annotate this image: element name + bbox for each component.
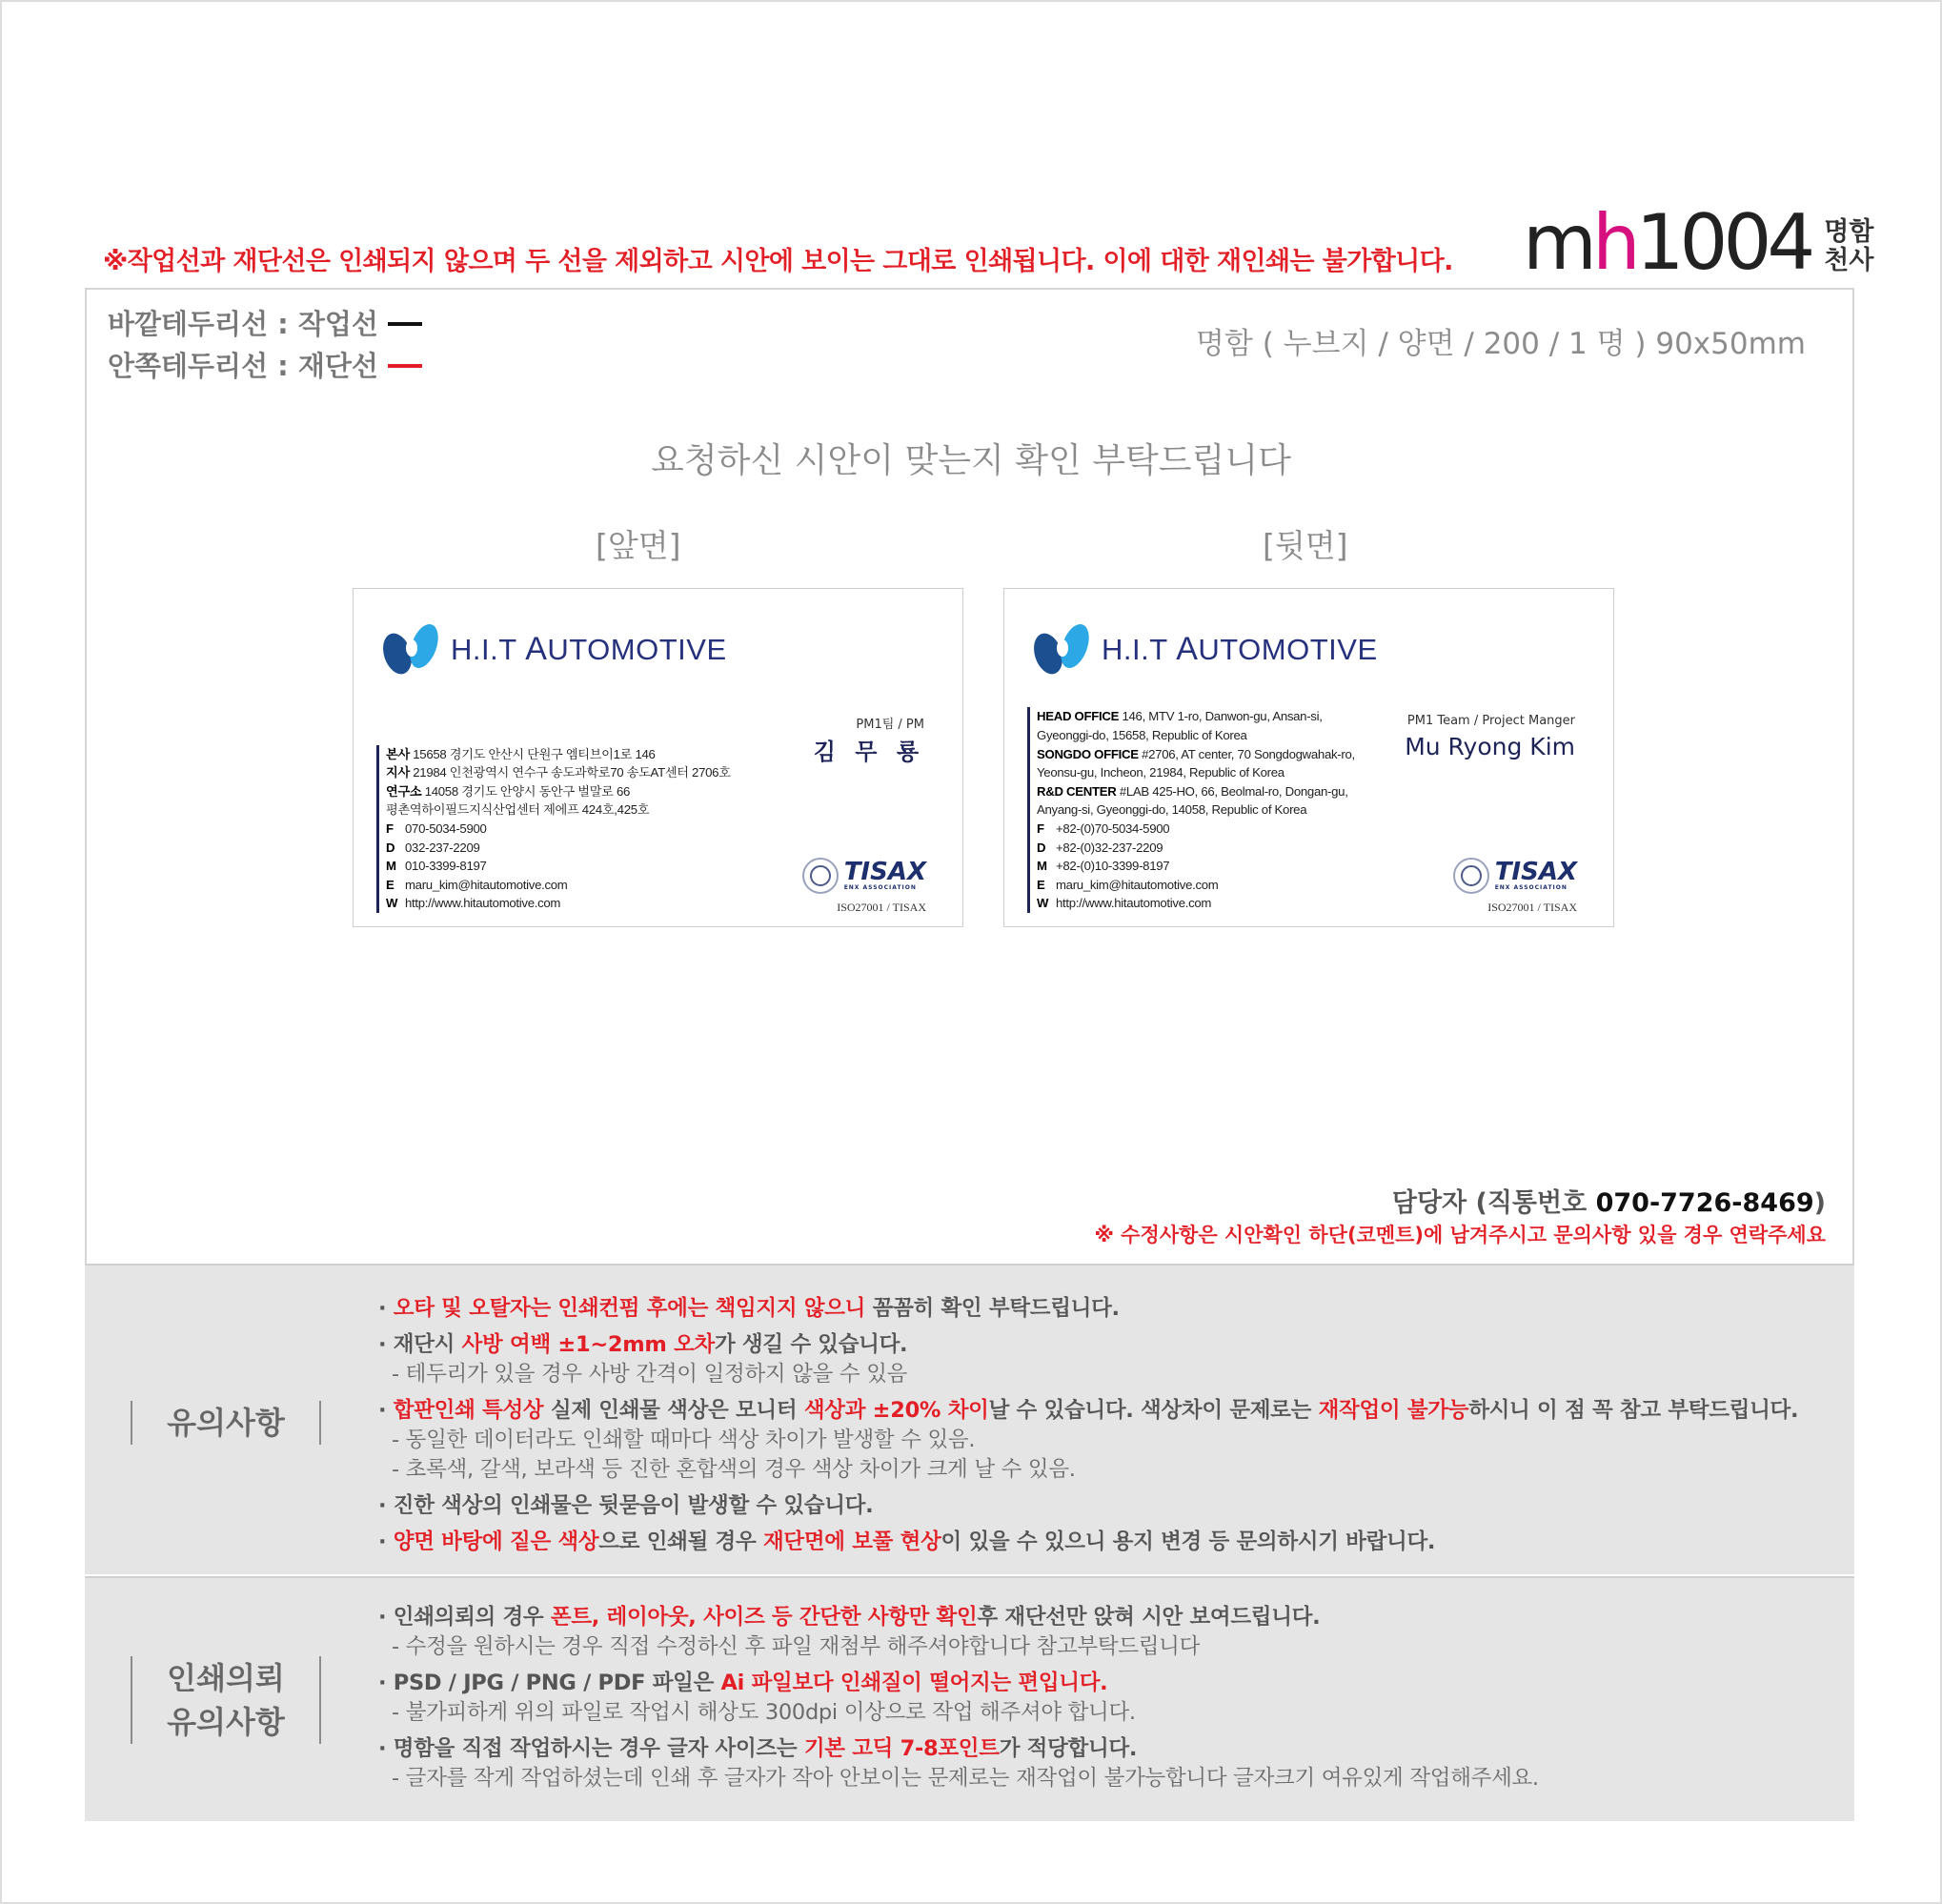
notice-text: · 재단시	[378, 1332, 462, 1357]
notice-text: 후 재단선만 앉혀 시안 보여드립니다.	[977, 1605, 1321, 1630]
contact-line-text: http://www.hitautomotive.com	[1056, 896, 1212, 911]
contact-line	[386, 745, 731, 764]
notice-subitem: - 수정을 원하시는 경우 직접 수정하신 후 파일 재첨부 해주셔야합니다 참고부탁드립니다	[392, 1634, 1201, 1659]
print-notice-section	[85, 1576, 1854, 1821]
contact-line	[1037, 820, 1355, 839]
tisax-sub: ENX ASSOCIATION	[843, 884, 917, 891]
tisax-word: TISAX	[1494, 858, 1577, 886]
contact-line-key: W	[1037, 896, 1049, 911]
contact-line-key: R&D CENTER	[1037, 783, 1117, 799]
contact-line	[1037, 894, 1355, 913]
notice-text: 하시니 이 점 꼭 참고 부탁드립니다.	[1468, 1398, 1799, 1423]
notice-subitem: - 글자를 작게 작업하셨는데 인쇄 후 글자가 작아 안보이는 문제로는 재작업이 불가능합니다 글자크기 여유있게 작업해주세요.	[392, 1766, 1539, 1791]
wordmark-hit: H.I.T	[451, 632, 526, 666]
contact-line	[1037, 763, 1355, 782]
contact-line-text: 010-3399-8197	[405, 859, 487, 874]
print-notice-list	[378, 1603, 1539, 1793]
contact-person	[1392, 1182, 1826, 1219]
tisax-wordmark	[1495, 860, 1577, 892]
contact-line	[1037, 782, 1355, 801]
contact-line	[386, 820, 731, 839]
notice-item	[378, 1491, 1798, 1521]
contact-line-key: SONGDO OFFICE	[1037, 746, 1139, 761]
contact-line	[386, 782, 731, 801]
front-label: [앞면]	[596, 527, 681, 564]
notice-text: 으로 인쇄될 경우	[598, 1529, 763, 1554]
contact-line-key: F	[386, 821, 394, 837]
notice-text: 날 수 있습니다. 색상차이 문제로는	[988, 1398, 1319, 1423]
reprint-warning: ※작업선과 재단선은 인쇄되지 않으며 두 선을 제외하고 시안에 보이는 그대로 인쇄됩니다. 이에 대한 재인쇄는 불가합니다.	[103, 247, 1453, 276]
brand-h: h	[1591, 198, 1636, 287]
contact-line	[1037, 800, 1355, 820]
legend-inner	[108, 345, 422, 387]
card-role: PM1팀 / PM	[856, 718, 924, 732]
notice-highlight: 기본 고딕 7-8포인트	[803, 1736, 1000, 1761]
brand-digits: 1004	[1635, 198, 1811, 287]
notice-item	[378, 1528, 1798, 1557]
tisax-sub: ENX ASSOCIATION	[1494, 884, 1568, 891]
wordmark-rest: UTOMOTIVE	[1198, 632, 1378, 666]
contact-line-key: D	[386, 840, 395, 855]
legend-outer-label: 바깥테두리선 : 작업선	[108, 308, 378, 340]
contact-line-text: Gyeonggi-do, 15658, Republic of Korea	[1037, 728, 1247, 743]
contact-line	[386, 763, 731, 782]
contact-line-text: Anyang-si, Gyeonggi-do, 14058, Republic of Korea	[1037, 802, 1307, 818]
notice-highlight: 양면 바탕에 짙은 색상	[393, 1529, 599, 1554]
legend-outer	[108, 303, 422, 345]
contact-info-block	[1027, 707, 1355, 913]
contact-line	[1037, 857, 1355, 876]
contact-line-text: #2706, AT center, 70 Songdogwahak-ro,	[1142, 746, 1355, 761]
notice-title: 유의사항	[131, 1401, 321, 1445]
notice-item	[378, 1603, 1539, 1632]
contact-line-key: 지사	[386, 765, 410, 780]
brand-logo	[1523, 198, 1874, 287]
contact-line-text: #LAB 425-HO, 66, Beolmal-ro, Dongan-gu,	[1119, 783, 1348, 799]
notice-text: 가 적당합니다.	[999, 1736, 1138, 1761]
contact-line-text: http://www.hitautomotive.com	[405, 896, 561, 911]
line-legend	[108, 303, 422, 387]
business-card-front	[353, 588, 963, 927]
work-line-swatch	[388, 322, 422, 326]
product-spec: 명함 ( 누브지 / 양면 / 200 / 1 명 ) 90x50mm	[1195, 327, 1806, 361]
notice-highlight: 사방 여백 ±1~2mm 오차	[461, 1332, 715, 1357]
company-logo	[380, 619, 727, 679]
company-logo	[1031, 619, 1378, 679]
contact-line-text: +82-(0)32-237-2209	[1056, 840, 1163, 855]
notice-text: ·	[378, 1529, 394, 1554]
notice-subitem: - 불가피하게 위의 파일로 작업시 해상도 300dpi 이상으로 작업 해주셔야 합니다.	[392, 1700, 1136, 1725]
tisax-badge	[1453, 858, 1577, 894]
certification-text: ISO27001 / TISAX	[837, 901, 926, 914]
print-notice-title	[131, 1656, 321, 1744]
contact-line-text: +82-(0)10-3399-8197	[1056, 859, 1170, 874]
notice-item	[378, 1669, 1539, 1698]
brand-sub-line1: 명함	[1824, 217, 1874, 247]
notice-item	[378, 1294, 1798, 1324]
contact-line-key: W	[386, 896, 398, 911]
tisax-word: TISAX	[843, 858, 926, 886]
contact-line-key: E	[1037, 877, 1045, 892]
contact-line-text: maru_kim@hitautomotive.com	[1056, 877, 1219, 892]
contact-line	[1037, 839, 1355, 858]
contact-line	[1037, 876, 1355, 895]
contact-label: 담당자 (직통번호	[1391, 1188, 1596, 1218]
contact-line-key: F	[1037, 821, 1044, 837]
back-label: [뒷면]	[1263, 527, 1348, 564]
contact-info-block	[376, 745, 731, 913]
wordmark-cap: A	[525, 630, 548, 667]
wordmark-cap: A	[1176, 630, 1199, 667]
notice-highlight: 폰트, 레이아웃, 사이즈 등 간단한 사항만 확인	[550, 1605, 978, 1630]
contact-line	[386, 800, 731, 820]
contact-line	[1037, 726, 1355, 745]
notice-item	[378, 1396, 1798, 1426]
hit-emblem-icon	[1031, 619, 1094, 679]
legend-inner-label: 안쪽테두리선 : 재단선	[108, 350, 378, 382]
company-wordmark	[451, 631, 727, 668]
brand-subtitle	[1824, 218, 1873, 275]
contact-line	[1037, 745, 1355, 764]
business-card-back	[1003, 588, 1614, 927]
certification-text: ISO27001 / TISAX	[1487, 901, 1577, 914]
contact-line-key: HEAD OFFICE	[1037, 709, 1120, 724]
notice-highlight: 오타 및 오탈자는 인쇄컨펌 후에는 책임지지 않으니	[393, 1296, 866, 1321]
notice-highlight: 재작업이 불가능	[1318, 1398, 1469, 1423]
contact-line	[386, 876, 731, 895]
contact-line	[1037, 707, 1355, 726]
tisax-badge	[802, 858, 926, 894]
wordmark-hit: H.I.T	[1102, 632, 1177, 666]
notice-text: 가 생길 수 있습니다.	[714, 1332, 908, 1357]
notice-subitem: - 테두리가 있을 경우 사방 간격이 일정하지 않을 수 있음	[392, 1362, 908, 1387]
company-wordmark	[1102, 631, 1378, 668]
contact-line	[386, 839, 731, 858]
contact-line-key: E	[386, 877, 394, 892]
notice-item	[378, 1330, 1798, 1360]
notice-text: ·	[378, 1296, 394, 1321]
print-notice-title-line2: 유의사항	[167, 1704, 285, 1740]
contact-line-key: M	[1037, 859, 1047, 874]
notice-highlight: 합판인쇄 특성상	[393, 1398, 544, 1423]
contact-line-key: M	[386, 859, 396, 874]
contact-line	[386, 857, 731, 876]
notice-text: · 진한 색상의 인쇄물은 뒷묻음이 발생할 수 있습니다.	[378, 1493, 874, 1518]
contact-line-text: maru_kim@hitautomotive.com	[405, 877, 568, 892]
notice-subitem: - 동일한 데이터라도 인쇄할 때마다 색상 차이가 발생할 수 있음.	[392, 1428, 976, 1452]
contact-line	[386, 894, 731, 913]
notice-section	[85, 1264, 1854, 1574]
contact-line-text: 070-5034-5900	[405, 821, 487, 837]
contact-line-text: 14058 경기도 안양시 동안구 벌말로 66	[424, 783, 631, 799]
notice-subitem: - 초록색, 갈색, 보라색 등 진한 혼합색의 경우 색상 차이가 크게 날 수 있음.	[392, 1457, 1076, 1482]
notice-text: 꼼꼼히 확인 부탁드립니다.	[865, 1296, 1120, 1321]
brand-m: m	[1523, 198, 1592, 287]
notice-text: · 인쇄의뢰의 경우	[378, 1605, 551, 1630]
contact-line-text: 032-237-2209	[405, 840, 480, 855]
contact-line-key: D	[1037, 840, 1046, 855]
hit-emblem-icon	[380, 619, 443, 679]
contact-line-text: 15658 경기도 안산시 단원구 엠티브이1로 146	[413, 746, 656, 761]
brand-wordmark	[1523, 198, 1811, 287]
notice-list	[378, 1294, 1798, 1557]
contact-close: )	[1813, 1188, 1826, 1218]
contact-line-key: 본사	[386, 746, 410, 761]
contact-line-text: 146, MTV 1-ro, Danwon-gu, Ansan-si,	[1122, 709, 1323, 724]
notice-highlight: 재단면에 보풀 현상	[762, 1529, 941, 1554]
card-name: 김 무 룡	[813, 739, 924, 765]
contact-line-text: +82-(0)70-5034-5900	[1056, 821, 1170, 837]
contact-line-key: 연구소	[386, 783, 422, 799]
cut-line-swatch	[388, 364, 422, 368]
card-name: Mu Ryong Kim	[1405, 733, 1575, 760]
notice-text: · PSD / JPG / PNG / PDF 파일은	[378, 1671, 721, 1695]
contact-number: 070-7726-8469	[1595, 1188, 1814, 1218]
contact-line-text: 평촌역하이필드지식산업센터 제에프 424호,425호	[386, 802, 650, 818]
brand-sub-line2: 천사	[1824, 246, 1874, 275]
notice-text: ·	[378, 1398, 394, 1423]
notice-text: 이 있을 수 있으니 용지 변경 등 문의하시기 바랍니다.	[941, 1529, 1436, 1554]
iso-seal-icon	[802, 858, 839, 894]
notice-text: · 명함을 직접 작업하시는 경우 글자 사이즈는	[378, 1736, 804, 1761]
card-role: PM1 Team / Project Manger	[1406, 714, 1575, 728]
wordmark-rest: UTOMOTIVE	[547, 632, 727, 666]
iso-seal-icon	[1453, 858, 1489, 894]
tisax-wordmark	[844, 860, 926, 892]
contact-line-text: 21984 인천광역시 연수구 송도과학로70 송도AT센터 2706호	[413, 765, 731, 780]
contact-line-text: Yeonsu-gu, Incheon, 21984, Republic of Korea	[1037, 765, 1285, 780]
notice-highlight: Ai 파일보다 인쇄질이 떨어지는 편입니다.	[720, 1671, 1108, 1695]
notice-item	[378, 1734, 1539, 1764]
notice-text: 실제 인쇄물 색상은 모니터	[543, 1398, 804, 1423]
contact-note: ※ 수정사항은 시안확인 하단(코멘트)에 남겨주시고 문의사항 있을 경우 연락주세요	[1094, 1224, 1826, 1246]
notice-highlight: 색상과 ±20% 차이	[803, 1398, 989, 1423]
confirm-heading: 요청하신 시안이 맞는지 확인 부탁드립니다	[651, 441, 1291, 480]
print-notice-title-line1: 인쇄의뢰	[167, 1660, 285, 1696]
